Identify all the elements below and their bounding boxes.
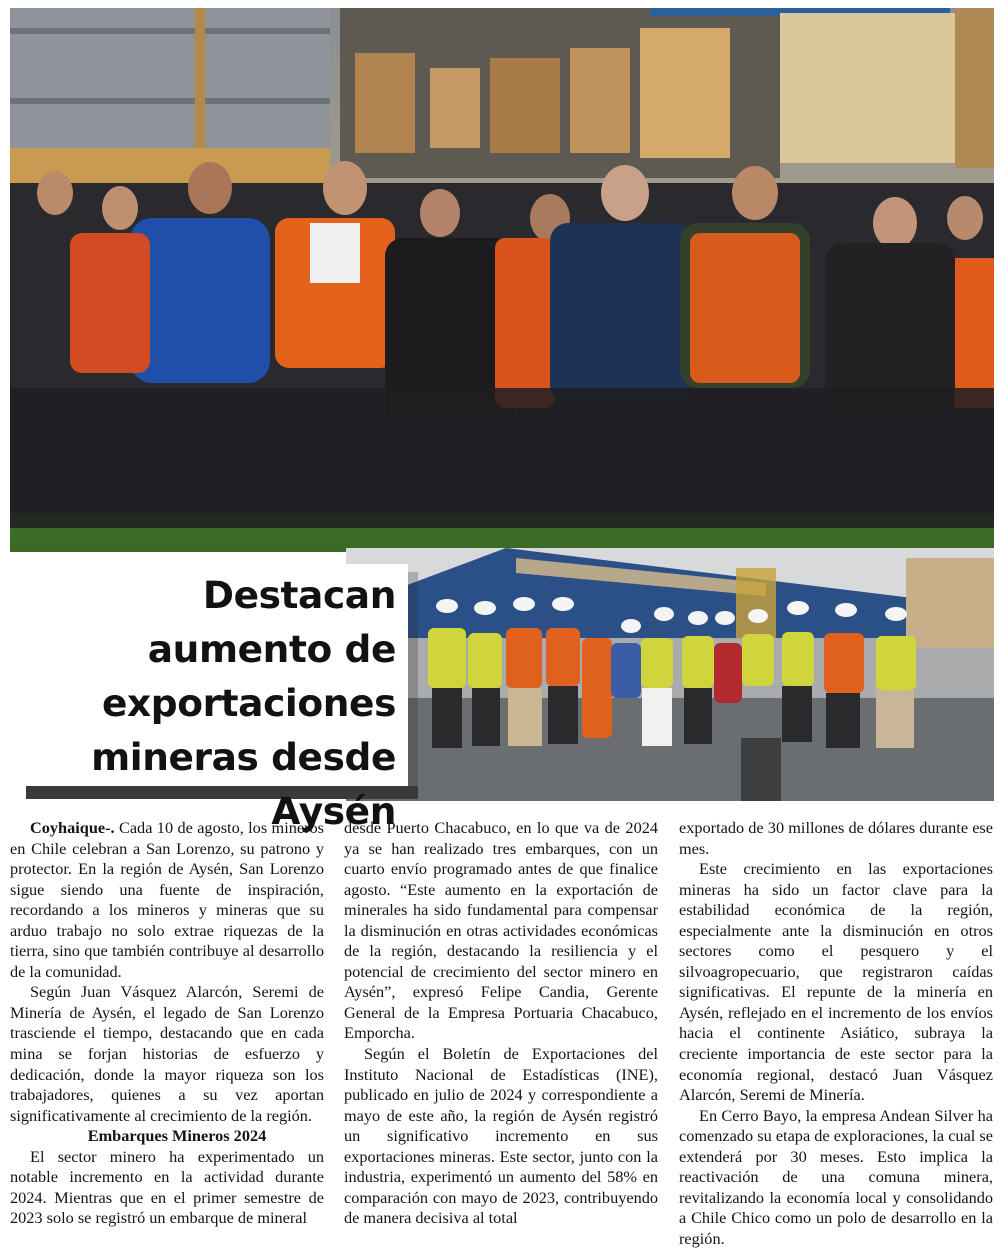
crowd-of-miners-photo bbox=[10, 8, 994, 552]
port-workers-photo bbox=[346, 548, 994, 801]
article-column-2 bbox=[344, 818, 658, 1229]
headline-shadow-side bbox=[408, 572, 418, 797]
paragraph: El sector minero ha experimentado un notable incremento en la actividad durante 2024. Mientras que en el primer semestre de 2023 solo se registró un embarque de mineral bbox=[10, 1146, 324, 1228]
paragraph: En Cerro Bayo, la empresa Andean Silver ha comenzado su etapa de exploraciones, la cual se extenderá por 30 meses. Esto implica la reactivación de una comuna minera, revitalizando la economía local y consolidando a Chile Chico como un polo de desarrollo en la región. bbox=[679, 1105, 993, 1248]
paragraph-text: Cada 10 de agosto, los mineros en Chile celebran a San Lorenzo, su patrono y protector. En la región de Aysén, San Lorenzo sigue siendo una fuente de inspiración, recordando a los mineros y mineras que su arduo trabajo no solo extrae riquezas de la tierra, sino que también contribuye al desarrollo de la comunidad. bbox=[10, 818, 324, 981]
article-column-1 bbox=[10, 818, 324, 1229]
paragraph: exportado de 30 millones de dólares durante ese mes. bbox=[679, 818, 993, 858]
paragraph bbox=[10, 818, 324, 982]
article-column-3 bbox=[679, 818, 993, 1249]
headline: Destacan aumento de exportaciones mineras desde Aysén bbox=[91, 573, 396, 833]
paragraph: desde Puerto Chacabuco, en lo que va de 2024 ya se han realizado tres embarques, con un cuarto envío programado antes de que finalice agosto. “Este aumento en la exportación de minerales ha sido fundamental para compensar la disminución en otras actividades económicas de la región, destacando la resiliencia y el potencial de crecimiento del sector minero en Aysén”, expresó Felipe Candia, Gerente General de la Empresa Portuaria Chacabuco, Emporcha. bbox=[344, 818, 658, 1043]
subheading: Embarques Mineros 2024 bbox=[87, 1126, 267, 1146]
paragraph: Este crecimiento en las exportaciones mineras ha sido un factor clave para la estabilidad económica de la región, especialmente ante la disminución en otros sectores como el pesquero y el silvoagropecuario, que registraron caídas significativas. El repunte de la minería en Aysén, reflejado en el incremento de los envíos hacia el continente Asiático, subraya la creciente importancia de este sector para la economía regional, destacó Juan Vásquez Alarcón, Seremi de Minería. bbox=[679, 859, 993, 1105]
paragraph: Según el Boletín de Exportaciones del Instituto Nacional de Estadísticas (INE), publicado en julio de 2024 y correspondiente a mayo de este año, la región de Aysén registró un significativo incremento en sus exportaciones mineras. Este sector, junto con la industria, experimentó un aumento del 58% en comparación con mayo de 2023, contribuyendo de manera decisiva al total bbox=[344, 1044, 658, 1228]
paragraph: Según Juan Vásquez Alarcón, Seremi de Minería de Aysén, el legado de San Lorenzo trasciende el tiempo, destacando que en cada mina se forjan historias de esfuerzo y dedicación, donde la mayor riqueza son los trabajadores, quienes a su vez aportan significativamente al crecimiento de la región. bbox=[10, 982, 324, 1125]
dateline: Coyhaique-. bbox=[30, 818, 115, 837]
